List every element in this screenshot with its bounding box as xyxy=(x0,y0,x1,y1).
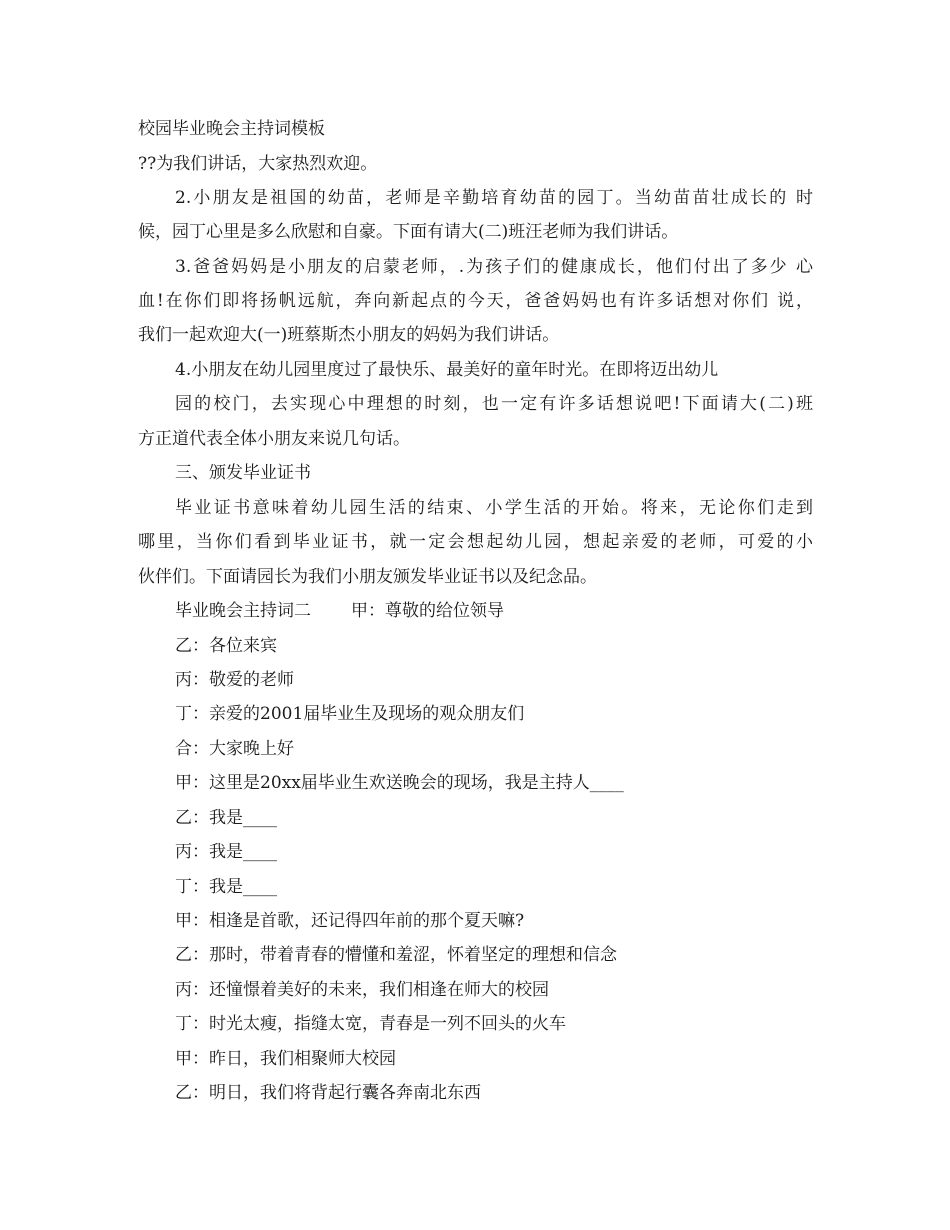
paragraph-line: 2.小朋友是祖国的幼苗，老师是辛勤培育幼苗的园丁。当幼苗苗壮成长的 时 xyxy=(175,188,813,208)
paragraph-line: 园的校门，去实现心中理想的时刻，也一定有许多话想说吧!下面请大(二)班 xyxy=(175,394,813,414)
dialogue-line: 丁：时光太瘦，指缝太宽，青春是一列不回头的火车 xyxy=(175,1014,566,1034)
paragraph-line: 3.爸爸妈妈是小朋友的启蒙老师，.为孩子们的健康成长，他们付出了多少 心 xyxy=(175,257,813,277)
paragraph-line: 哪里，当你们看到毕业证书，就一定会想起幼儿园，想起亲爱的老师，可爱的小 xyxy=(138,532,813,552)
section-heading: 三、颁发毕业证书 xyxy=(175,463,311,483)
paragraph-line: 4.小朋友在幼儿园里度过了最快乐、最美好的童年时光。在即将迈出幼儿 xyxy=(175,360,719,380)
dialogue-line: 乙：我是____ xyxy=(175,808,277,828)
document-title: 校园毕业晚会主持词模板 xyxy=(138,119,325,139)
dialogue-line: 丁：我是____ xyxy=(175,877,277,897)
dialogue-line: 甲：这里是20xx届毕业生欢送晚会的现场，我是主持人____ xyxy=(175,773,624,793)
dialogue-line: 甲：尊敬的给位领导 xyxy=(351,601,504,621)
dialogue-line: 乙：那时，带着青春的懵懂和羞涩，怀着坚定的理想和信念 xyxy=(175,945,617,965)
paragraph-line: 我们一起欢迎大(一)班蔡斯杰小朋友的妈妈为我们讲话。 xyxy=(138,325,560,345)
paragraph-line: 伙伴们。下面请园长为我们小朋友颁发毕业证书以及纪念品。 xyxy=(138,567,597,587)
dialogue-line: 甲：昨日，我们相聚师大校园 xyxy=(175,1049,396,1069)
dialogue-line: 丙：敬爱的老师 xyxy=(175,670,294,690)
dialogue-line: 甲：相逢是首歌，还记得四年前的那个夏天嘛? xyxy=(175,911,525,931)
dialogue-line: 乙：明日，我们将背起行囊各奔南北东西 xyxy=(175,1083,481,1103)
paragraph-line: 血!在你们即将扬帆远航，奔向新起点的今天，爸爸妈妈也有许多话想对你们 说， xyxy=(138,291,813,311)
dialogue-line: 丙：我是____ xyxy=(175,842,277,862)
paragraph-line: ??为我们讲话，大家热烈欢迎。 xyxy=(138,154,378,174)
dialogue-line: 乙：各位来宾 xyxy=(175,636,277,656)
paragraph-line: 毕业证书意味着幼儿园生活的结束、小学生活的开始。将来，无论你们走到 xyxy=(175,498,813,518)
dialogue-line: 合：大家晚上好 xyxy=(175,739,294,759)
paragraph-line: 候，园丁心里是多么欣慰和自豪。下面有请大(二)班汪老师为我们讲话。 xyxy=(138,222,679,242)
dialogue-line: 丙：还憧憬着美好的未来，我们相逢在师大的校园 xyxy=(175,980,549,1000)
paragraph-line: 方正道代表全体小朋友来说几句话。 xyxy=(138,429,410,449)
section-title-line xyxy=(175,599,813,623)
section-title: 毕业晚会主持词二 xyxy=(175,601,311,621)
dialogue-line: 丁：亲爱的2001届毕业生及现场的观众朋友们 xyxy=(175,704,525,724)
